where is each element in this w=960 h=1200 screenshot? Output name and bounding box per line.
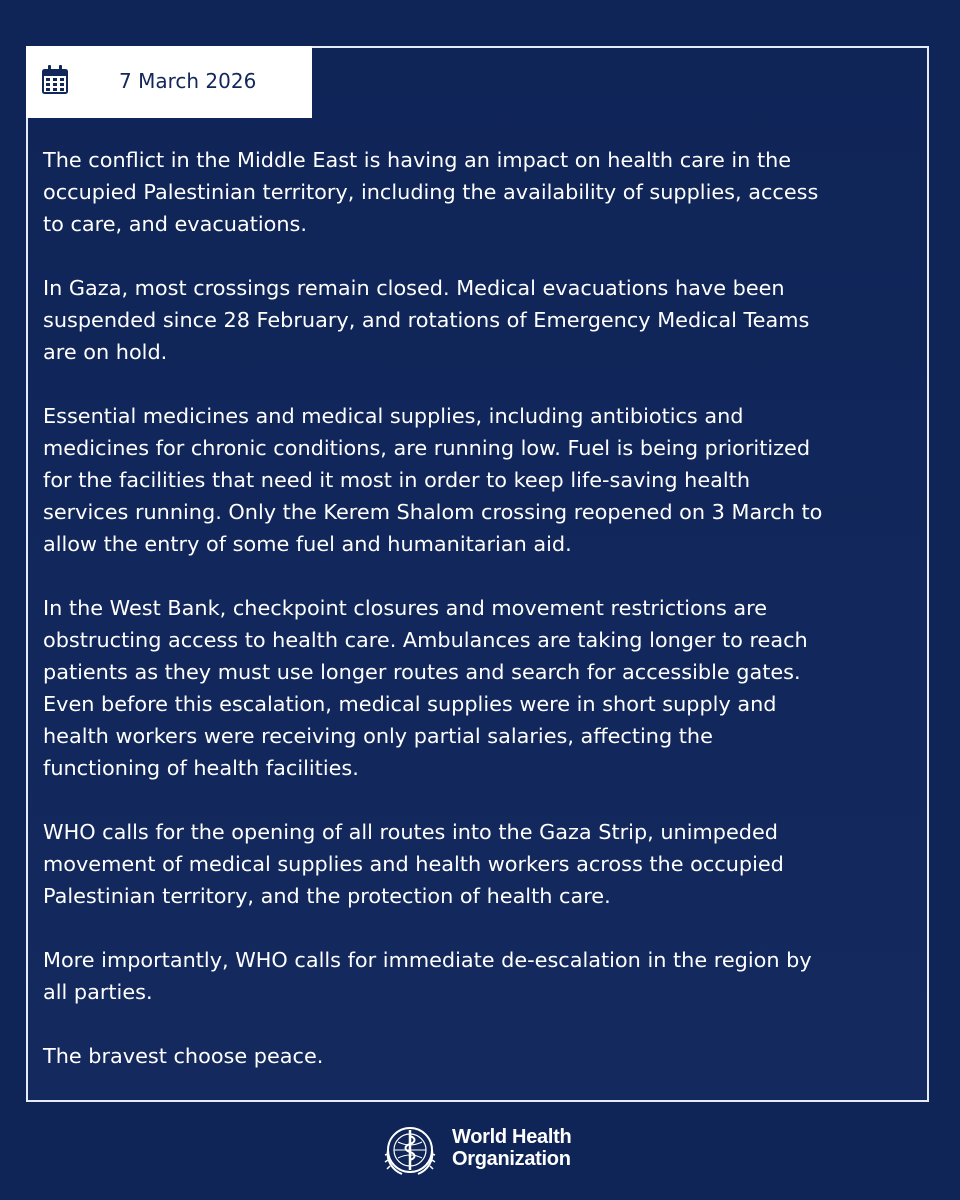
paragraph-line: for the facilities that need it most in order to keep life-saving health <box>43 468 751 492</box>
paragraph-line: allow the entry of some fuel and humanitarian aid. <box>43 532 572 556</box>
paragraph-line: services running. Only the Kerem Shalom crossing reopened on 3 March to <box>43 500 823 524</box>
statement-body <box>43 144 933 1072</box>
date-label: 7 March 2026 <box>119 69 257 93</box>
who-logo <box>380 1120 580 1180</box>
paragraph-line: occupied Palestinian territory, including the availability of supplies, access <box>43 180 819 204</box>
paragraph-line: suspended since 28 February, and rotations of Emergency Medical Teams <box>43 308 810 332</box>
statement-paragraph <box>43 272 933 368</box>
paragraph-line: Even before this escalation, medical supplies were in short supply and <box>43 692 777 716</box>
paragraph-line: functioning of health facilities. <box>43 756 359 780</box>
who-name-line-2: Organization <box>452 1148 571 1170</box>
paragraph-line: WHO calls for the opening of all routes into the Gaza Strip, unimpeded <box>43 820 778 844</box>
statement-paragraph <box>43 592 933 784</box>
paragraph-line: movement of medical supplies and health workers across the occupied <box>43 852 784 876</box>
statement-paragraph <box>43 816 933 912</box>
who-emblem-icon <box>380 1120 440 1180</box>
paragraph-line: In Gaza, most crossings remain closed. Medical evacuations have been <box>43 276 785 300</box>
paragraph-line: to care, and evacuations. <box>43 212 308 236</box>
statement-paragraph <box>43 1040 933 1072</box>
paragraph-line: health workers were receiving only partial salaries, affecting the <box>43 724 713 748</box>
paragraph-line: Essential medicines and medical supplies, including antibiotics and <box>43 404 744 428</box>
paragraph-line: More importantly, WHO calls for immediate de-escalation in the region by <box>43 948 812 972</box>
who-name-line-1: World Health <box>452 1126 572 1148</box>
paragraph-line: The bravest choose peace. <box>43 1044 324 1068</box>
paragraph-line: all parties. <box>43 980 153 1004</box>
paragraph-line: Palestinian territory, and the protection of health care. <box>43 884 611 908</box>
paragraph-line: medicines for chronic conditions, are running low. Fuel is being prioritized <box>43 436 811 460</box>
calendar-icon <box>40 64 70 96</box>
paragraph-line: The conflict in the Middle East is having an impact on health care in the <box>43 148 792 172</box>
statement-paragraph <box>43 400 933 560</box>
statement-paragraph <box>43 144 933 240</box>
date-tab <box>26 46 312 118</box>
paragraph-line: patients as they must use longer routes and search for accessible gates. <box>43 660 801 684</box>
statement-paragraph <box>43 944 933 1008</box>
paragraph-line: In the West Bank, checkpoint closures and movement restrictions are <box>43 596 768 620</box>
paragraph-line: are on hold. <box>43 340 168 364</box>
who-name <box>452 1126 571 1170</box>
paragraph-line: obstructing access to health care. Ambulances are taking longer to reach <box>43 628 808 652</box>
